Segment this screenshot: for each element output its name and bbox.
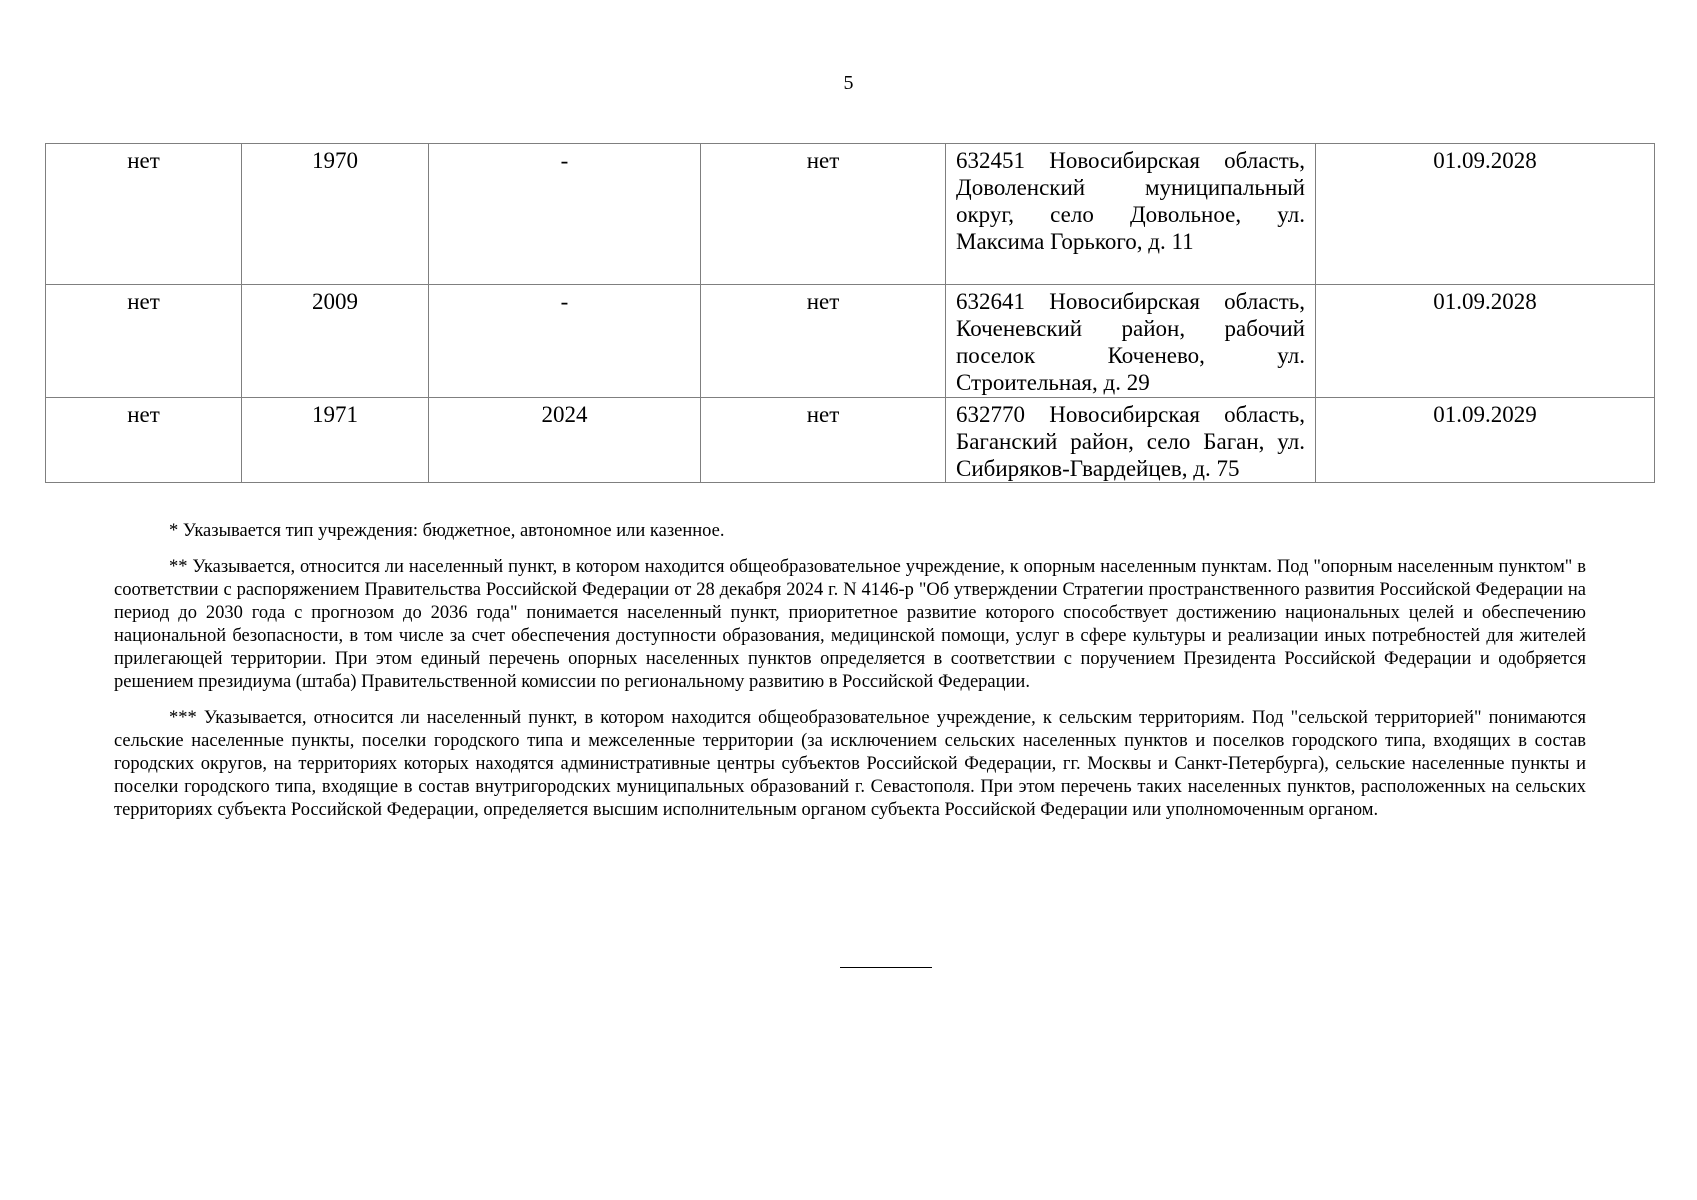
- date-cell: 01.09.2029: [1316, 398, 1655, 483]
- table-cell: 1971: [242, 398, 429, 483]
- date-cell: 01.09.2028: [1316, 285, 1655, 398]
- table-cell: нет: [701, 285, 946, 398]
- footnote-rural-territories: *** Указывается, относится ли населенный пункт, в котором находится общеобразовательное учреждение, к сельским территориям. Под "сельской территорией" понимаются сельские населенные пункты, поселки городского типа и межселенные территории (за исключением сельских населенных пунктов и поселков городского типа, входящих в состав городских округов, на территориях которых находятся административные центры субъектов Российской Федерации, гг. Москвы и Санкт-Петербурга), сельские населенные пункты и поселки городского типа, входящие в состав внутригородских муниципальных образований г. Севастополя. При этом перечень таких населенных пунктов, расположенных на сельских территориях субъекта Российской Федерации, определяется высшим исполнительным органом субъекта Российской Федерации или уполномоченным органом.: [114, 708, 1586, 820]
- table-row: [46, 398, 1655, 483]
- table-cell: 1970: [242, 144, 429, 285]
- table-cell: нет: [46, 285, 242, 398]
- footnotes: [114, 520, 1586, 835]
- date-cell: 01.09.2028: [1316, 144, 1655, 285]
- table-cell: -: [429, 285, 701, 398]
- table-row: [46, 285, 1655, 398]
- table-cell: 2024: [429, 398, 701, 483]
- table-cell: -: [429, 144, 701, 285]
- address-cell: 632641 Новосибирская область, Коченевский район, рабочий поселок Коченево, ул. Строительная, д. 29: [946, 285, 1316, 398]
- table-cell: нет: [46, 144, 242, 285]
- end-of-document-rule: [840, 967, 932, 968]
- footnote-reference-settlements: ** Указывается, относится ли населенный пункт, в котором находится общеобразовательное учреждение, к опорным населенным пунктам. Под "опорным населенным пунктом" в соответствии с распоряжением Правительства Российской Федерации от 28 декабря 2024 г. N 4146-р "Об утверждении Стратегии пространственного развития Российской Федерации на период до 2030 года с прогнозом до 2036 года" понимается населенный пункт, приоритетное развитие которого способствует достижению национальных целей и обеспечению национальной безопасности, в том числе за счет обеспечения доступности образования, медицинской помощи, услуг в сфере культуры и реализации иных потребностей для жителей прилегающей территории. При этом единый перечень опорных населенных пунктов определяется в соответствии с поручением Президента Российской Федерации и одобряется решением президиума (штаба) Правительственной комиссии по региональному развитию в Российской Федерации.: [114, 557, 1586, 692]
- address-cell: 632451 Новосибирская область, Доволенский муниципальный округ, село Довольное, ул. Максима Горького, д. 11: [946, 144, 1316, 285]
- table-row: [46, 144, 1655, 285]
- table-cell: нет: [701, 398, 946, 483]
- table-cell: 2009: [242, 285, 429, 398]
- table-cell: нет: [701, 144, 946, 285]
- page-number: 5: [843, 72, 854, 94]
- footnote-institution-type: * Указывается тип учреждения: бюджетное, автономное или казенное.: [169, 521, 725, 541]
- institutions-table: [45, 143, 1655, 483]
- table-cell: нет: [46, 398, 242, 483]
- address-cell: 632770 Новосибирская область, Баганский район, село Баган, ул. Сибиряков-Гвардейцев, д. 75: [946, 398, 1316, 483]
